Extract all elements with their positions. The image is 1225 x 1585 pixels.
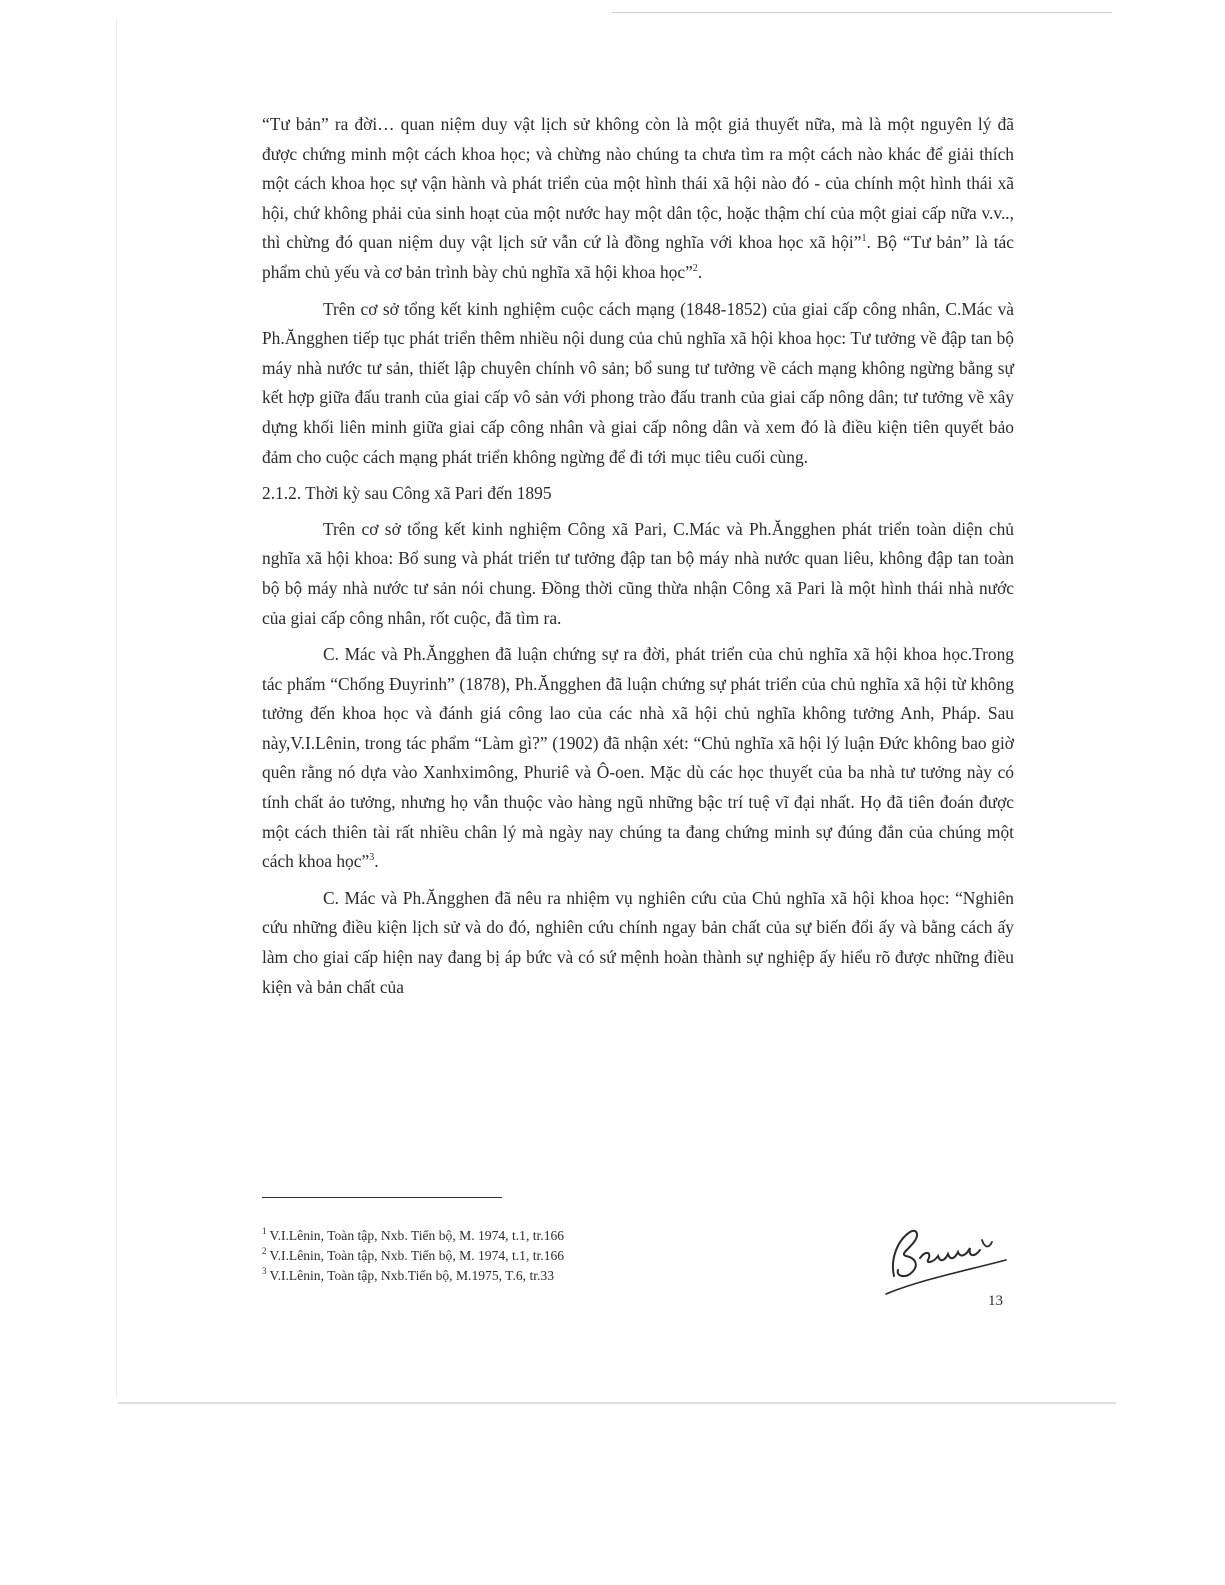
footnote-ref-3: 3 (369, 852, 375, 864)
footnote-2 (262, 1246, 762, 1266)
footnote-ref-1: 1 (861, 233, 867, 245)
footnote-number: 2 (262, 1246, 267, 1257)
footnote-number: 3 (262, 1266, 267, 1277)
paragraph-revolution-1848: Trên cơ sở tổng kết kinh nghiệm cuộc cách mạng (1848-1852) của giai cấp công nhân, C.Mác và Ph.Ăngghen tiếp tục phát triển thêm nhiều nội dung của chủ nghĩa xã hội khoa học: Tư tưởng về đập tan bộ máy nhà nước tư sản, thiết lập chuyên chính vô sản; bổ sung tư tưởng về cách mạng không ngừng bằng sự kết hợp giữa đấu tranh của giai cấp vô sản với phong trào đấu tranh của giai cấp nông dân; tư tưởng về xây dựng khối liên minh giữa giai cấp công nhân và giai cấp nông dân và xem đó là điều kiện tiên quyết bảo đảm cho cuộc cách mạng phát triển không ngừng để đi tới mục tiêu cuối cùng. (262, 298, 1014, 467)
footnote-text: V.I.Lênin, Toàn tập, Nxb. Tiến bộ, M. 1974, t.1, tr.166 (269, 1248, 565, 1263)
paragraph-text: . (374, 851, 379, 872)
scan-bottom-edge (118, 1402, 1116, 1404)
footnote-3 (262, 1266, 762, 1286)
scan-top-edge (612, 12, 1112, 13)
body-text (262, 110, 1014, 1009)
page-number: 13 (988, 1293, 1003, 1309)
paragraph-quote-continuation (262, 110, 1014, 288)
footnote-1 (262, 1226, 762, 1246)
footnote-text: V.I.Lênin, Toàn tập, Nxb. Tiến bộ, M. 1974, t.1, tr.166 (269, 1228, 565, 1243)
footnotes (262, 1226, 762, 1286)
paragraph-text: “Tư bản” ra đời… quan niệm duy vật lịch sử không còn là một giả thuyết nữa, mà là một nguyên lý đã được chứng minh một cách khoa học; và chừng nào chúng ta chưa tìm ra một cách nào khác để giải thích một cách khoa học sự vận hành và phát triển của một hình thái xã hội nào đó - của chính một hình thái xã hội, chứ không phải của sinh hoạt của một nước hay một dân tộc, hoặc thậm chí của một giai cấp nữa v.v.., thì chừng đó quan niệm duy vật lịch sử vẫn cứ là đồng nghĩa với khoa học xã hội” (262, 114, 1014, 253)
paragraph-paris-commune: Trên cơ sở tổng kết kinh nghiệm Công xã Pari, C.Mác và Ph.Ăngghen phát triển toàn diện chủ nghĩa xã hội khoa: Bổ sung và phát triển tư tưởng đập tan bộ máy nhà nước quan liêu, không đập tan toàn bộ bộ máy nhà nước tư sản nói chung. Đồng thời cũng thừa nhận Công xã Pari là một hình thái nhà nước của giai cấp công nhân, rốt cuộc, đã tìm ra. (262, 518, 1014, 628)
paragraph-text: . (697, 261, 703, 282)
scan-left-edge (116, 18, 117, 1398)
paragraph-research-task: C. Mác và Ph.Ăngghen đã nêu ra nhiệm vụ nghiên cứu của Chủ nghĩa xã hội khoa học: “Nghiên cứu những điều kiện lịch sử và do đó, nghiên cứu chính ngay bản chất của sự biến đổi ấy và bằng cách ấy làm cho giai cấp hiện nay đang bị áp bức và có sứ mệnh hoàn thành sự nghiệp ấy hiểu rõ được những điều kiện và bản chất của (262, 887, 1014, 997)
footnote-ref-2: 2 (692, 263, 698, 275)
paragraph-text: . Bộ “Tư bản” là tác phẩm chủ yếu và cơ bản trình bày chủ nghĩa xã hội khoa học” (262, 232, 1014, 282)
section-heading: 2.1.2. Thời kỳ sau Công xã Pari đến 1895 (262, 483, 552, 504)
paragraph-text: C. Mác và Ph.Ăngghen đã luận chứng sự ra đời, phát triển của chủ nghĩa xã hội khoa học.Trong tác phẩm “Chống Đuyrinh” (1878), Ph.Ăngghen đã luận chứng sự phát triển của chủ nghĩa xã hội từ không tưởng đến khoa học và đánh giá công lao của các nhà xã hội chủ nghĩa không tưởng Anh, Pháp. Sau này,V.I.Lênin, trong tác phẩm “Làm gì?” (1902) đã nhận xét: “Chủ nghĩa xã hội lý luận Đức không bao giờ quên rằng nó dựa vào Xanhximông, Phuriê và Ô-oen. Mặc dù các học thuyết của ba nhà tư tưởng này có tính chất ảo tưởng, nhưng họ vẫn thuộc vào hàng ngũ những bậc trí tuệ vĩ đại nhất. Họ đã tiên đoán được một cách thiên tài rất nhiều chân lý mà ngày nay chúng ta đang chứng minh sự đúng đắn của chúng một cách khoa học” (262, 644, 1014, 872)
handwritten-signature (880, 1218, 1020, 1298)
footnote-separator (262, 1197, 502, 1198)
paragraph-anti-duhring (262, 640, 1014, 877)
footnote-text: V.I.Lênin, Toàn tập, Nxb.Tiến bộ, M.1975, T.6, tr.33 (269, 1268, 555, 1283)
footnote-number: 1 (262, 1226, 267, 1237)
